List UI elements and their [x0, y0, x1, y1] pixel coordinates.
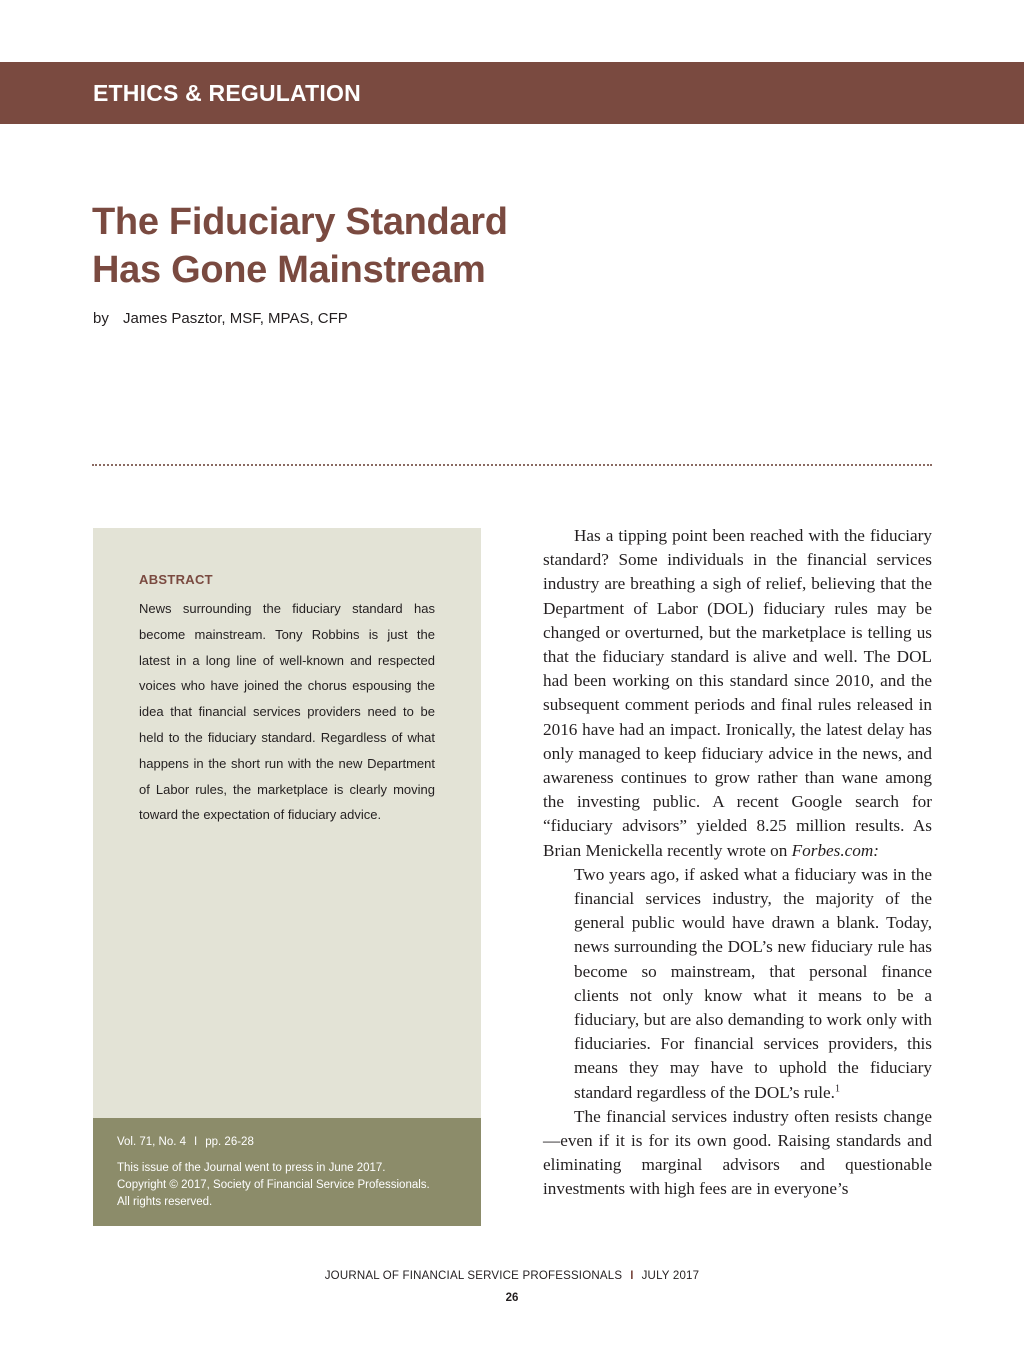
- byline-prefix: by: [93, 310, 109, 327]
- copyright-line: Copyright © 2017, Society of Financial Service Professionals.: [117, 1179, 430, 1191]
- section-banner: [0, 62, 1024, 124]
- rights-line: All rights reserved.: [117, 1196, 213, 1208]
- press-line-1: This issue of the Journal went to press in June 2017.: [117, 1162, 386, 1174]
- press-info: [117, 1160, 477, 1211]
- article-title: [92, 198, 652, 294]
- block-quote: [574, 863, 932, 1105]
- author-name: James Pasztor, MSF, MPAS, CFP: [123, 310, 348, 327]
- title-line-2: Has Gone Mainstream: [92, 249, 486, 291]
- footer-separator: I: [630, 1270, 634, 1282]
- dotted-divider: [92, 464, 932, 466]
- abstract-text: News surrounding the fiduciary standard has become mainstream. Tony Robbins is just the latest in a long line of well-known and respected voices who have joined the chorus espousing the idea that financial services providers need to be held to the fiduciary standard. Regardless of what happens in the short run with the new Department of Labor rules, the marketplace is clearly moving toward the expectation of fiduciary advice.: [139, 601, 435, 823]
- title-line-1: The Fiduciary Standard: [92, 201, 508, 243]
- source-name: Forbes.com:: [791, 840, 880, 860]
- issue-date: JULY 2017: [641, 1270, 700, 1282]
- byline: [93, 310, 348, 327]
- abstract-panel: [93, 528, 481, 1118]
- journal-name: JOURNAL OF FINANCIAL SERVICE PROFESSIONALS: [324, 1270, 623, 1282]
- volume-line: [117, 1136, 254, 1148]
- volume-number: Vol. 71, No. 4: [117, 1136, 187, 1148]
- quote-text: Two years ago, if asked what a fiduciary was in the financial services industry, the majority of the general public would have drawn a blank. Today, news surrounding the DOL’s new fiduciary rule has become so mainstream, that personal finance clients not only know what it means to be a fiduciary, but are also demanding to work only with fiduciaries. For financial services providers, this means they may have to uphold the fiduciary standard regardless of the DOL’s rule.: [574, 864, 932, 1102]
- page-number: 26: [505, 1292, 519, 1304]
- body-paragraph-1: [543, 524, 932, 863]
- body-paragraph-2: The financial services industry often resists change—even if it is for its own good. Raising standards and eliminating marginal advisors and questionable investments with high fees are in everyone’s: [543, 1106, 932, 1199]
- paragraph-1-text: Has a tipping point been reached with the fiduciary standard? Some individuals in the financial services industry are breathing a sigh of relief, believing that the Department of Labor (DOL) fiduciary rules may be changed or overturned, but the marketplace is telling us that the fiduciary standard is alive and well. The DOL had been working on this standard since 2010, and the subsequent comment periods and final rules released in 2016 have had an impact. Ironically, the latest delay has only managed to keep fiduciary advice in the news, and awareness continues to grow rather than wane among the investing public. A recent Google search for “fiduciary advisors” yielded 8.25 million results. As Brian Menickella recently wrote on: [543, 526, 932, 860]
- page-range: pp. 26-28: [205, 1136, 254, 1148]
- abstract-heading: ABSTRACT: [139, 572, 213, 587]
- footer-journal-line: [0, 1270, 1024, 1282]
- section-label: ETHICS & REGULATION: [93, 80, 361, 106]
- footnote-marker: 1: [834, 1082, 840, 1094]
- volume-separator: I: [194, 1136, 198, 1148]
- article-body: [543, 524, 932, 1202]
- issue-info-panel: [93, 1118, 481, 1226]
